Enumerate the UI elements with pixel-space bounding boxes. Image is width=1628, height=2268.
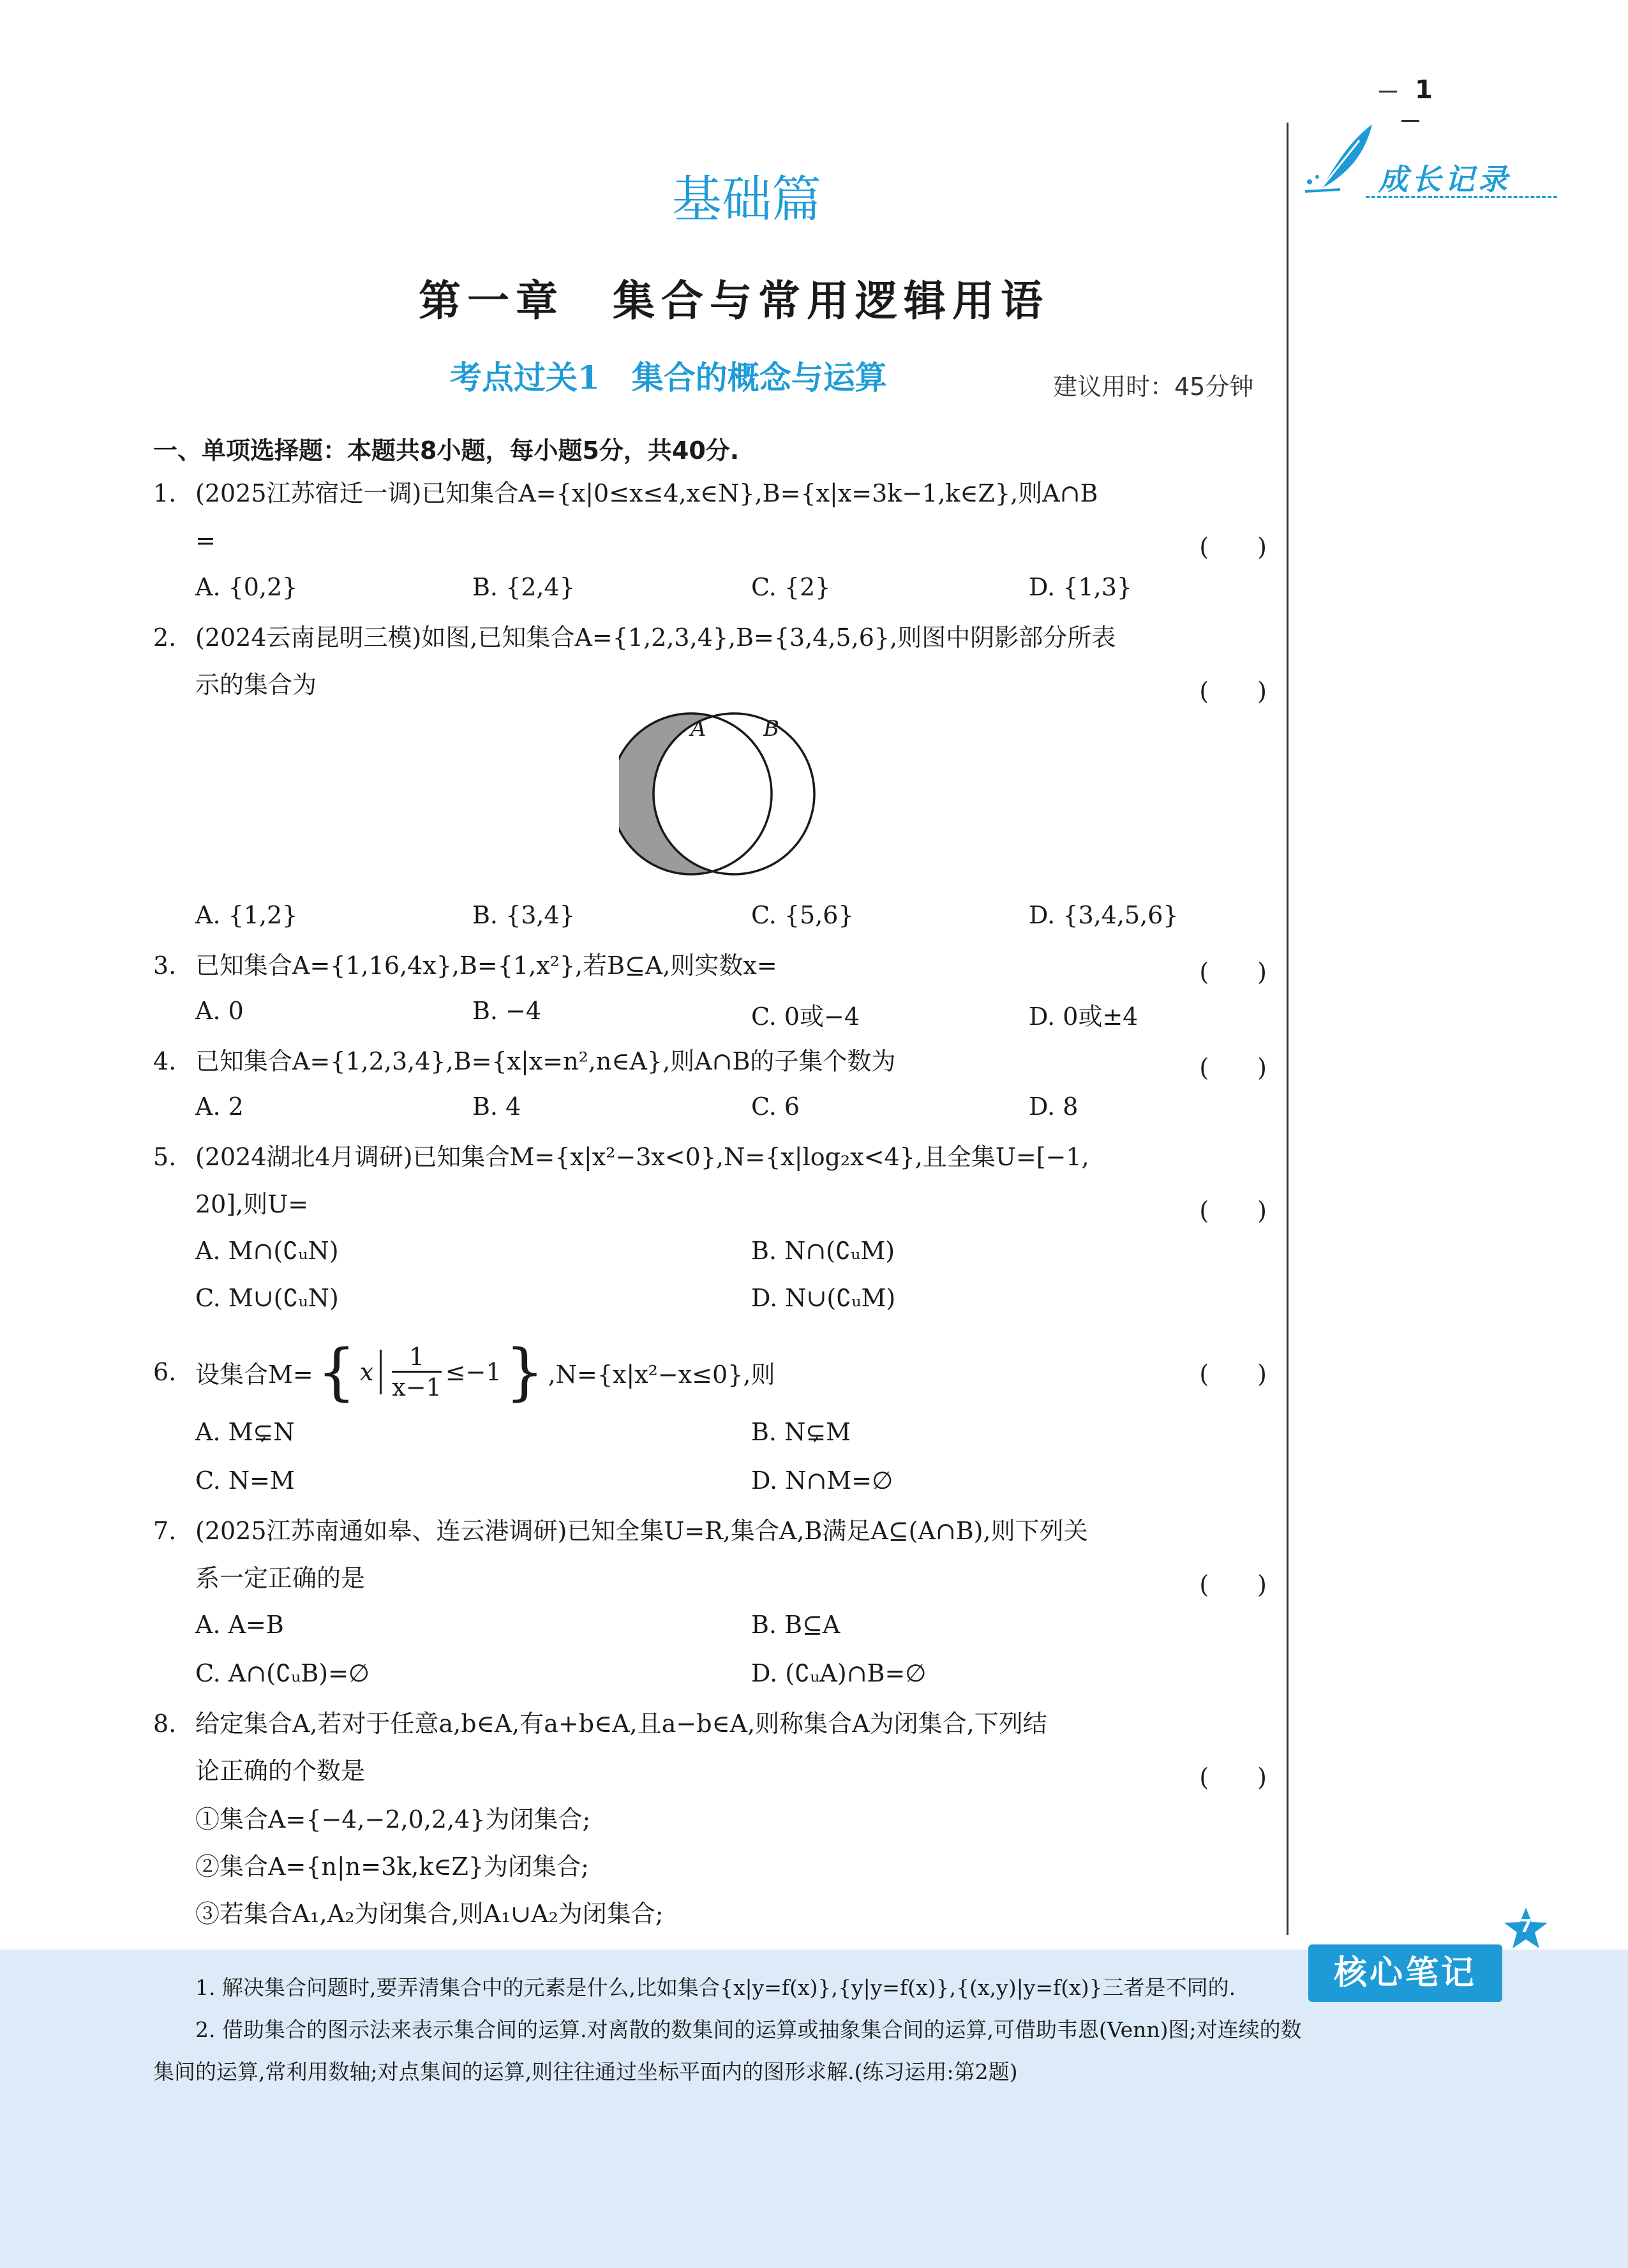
question-6: 6. 设集合M= { x 1 x−1 ≤−1 } ,N={x|x²−x≤0},则 bbox=[153, 1336, 775, 1408]
question-1-line-1: (2025江苏宿迁一调)已知集合A={x|0≤x≤4,x∈N},B={x|x=3k−1,k∈Z},则A∩B bbox=[195, 479, 1098, 507]
q6-option-a[interactable]: A. M⊊N bbox=[195, 1418, 295, 1446]
answer-blank-5[interactable]: ( ) bbox=[1199, 1197, 1267, 1225]
star-badge: 7 bbox=[1502, 1905, 1550, 1952]
venn-diagram bbox=[619, 708, 849, 893]
question-7: 7. (2025江苏南通如皋、连云港调研)已知全集U=R,集合A,B满足A⊆(A∩B),则下列关 bbox=[153, 1517, 1088, 1545]
question-1-line-2: = bbox=[195, 526, 216, 555]
q7-option-b[interactable]: B. B⊆A bbox=[751, 1611, 840, 1639]
answer-blank-1[interactable]: ( ) bbox=[1199, 533, 1267, 561]
question-2: 2. (2024云南昆明三模)如图,已知集合A={1,2,3,4},B={3,4,5,6},则图中阴影部分所表 bbox=[153, 623, 1116, 652]
page-number: 1 bbox=[1372, 75, 1449, 134]
q2-option-b[interactable]: B. {3,4} bbox=[472, 901, 575, 929]
question-8: 8. 给定集合A,若对于任意a,b∈A,有a+b∈A,且a−b∈A,则称集合A为闭集合,下列结 bbox=[153, 1710, 1047, 1738]
q5-option-a[interactable]: A. M∩(∁ᵤN) bbox=[195, 1237, 339, 1265]
q7-option-d[interactable]: D. (∁ᵤA)∩B=∅ bbox=[751, 1659, 927, 1687]
note-2: 2. 借助集合的图示法来表示集合间的运算.对离散的数集间的运算或抽象集合间的运算,可借助韦恩(Venn)图;对连续的数集间的运算,常利用数轴;对点集间的运算,则往往通过坐标平面内的图形求解.(练习运用:第2题) bbox=[153, 2017, 1302, 2084]
chapter-title: 第一章 集合与常用逻辑用语 bbox=[419, 276, 1049, 325]
q1-option-a[interactable]: A. {0,2} bbox=[195, 573, 298, 601]
brand-name: 成长记录 bbox=[1378, 162, 1511, 197]
q1-option-c[interactable]: C. {2} bbox=[751, 573, 831, 601]
q6-option-d[interactable]: D. N∩M=∅ bbox=[751, 1466, 893, 1495]
question-7-line-1: (2025江苏南通如皋、连云港调研)已知全集U=R,集合A,B满足A⊆(A∩B),则下列关 bbox=[195, 1517, 1088, 1545]
part-heading: 一、单项选择题：本题共8小题，每小题5分，共40分. bbox=[153, 436, 740, 465]
question-5-line-1: (2024湖北4月调研)已知集合M={x|x²−3x<0},N={x|log₂x<4},且全集U=[−1, bbox=[195, 1143, 1089, 1171]
question-2-line-1: (2024云南昆明三模)如图,已知集合A={1,2,3,4},B={3,4,5,6},则图中阴影部分所表 bbox=[195, 623, 1116, 652]
question-5: 5. (2024湖北4月调研)已知集合M={x|x²−3x<0},N={x|log₂x<4},且全集U=[−1, bbox=[153, 1143, 1089, 1171]
question-4-line-1: 已知集合A={1,2,3,4},B={x|x=n²,n∈A},则A∩B的子集个数为 bbox=[195, 1047, 896, 1075]
answer-blank-6[interactable]: ( ) bbox=[1199, 1360, 1267, 1388]
q8-statement-3: ③若集合A₁,A₂为闭集合,则A₁∪A₂为闭集合; bbox=[195, 1900, 664, 1928]
q2-option-c[interactable]: C. {5,6} bbox=[751, 901, 854, 929]
venn-label-b: B bbox=[763, 716, 779, 742]
answer-blank-4[interactable]: ( ) bbox=[1199, 1054, 1267, 1082]
question-4: 4. 已知集合A={1,2,3,4},B={x|x=n²,n∈A},则A∩B的子集个数为 bbox=[153, 1047, 896, 1075]
fraction: 1 x−1 bbox=[392, 1342, 442, 1401]
q7-option-a[interactable]: A. A=B bbox=[195, 1611, 284, 1639]
core-notes-tag: 核心笔记 bbox=[1308, 1944, 1502, 2002]
q6-option-c[interactable]: C. N=M bbox=[195, 1466, 295, 1495]
question-7-line-2: 系一定正确的是 bbox=[195, 1564, 366, 1592]
q3-option-b[interactable]: B. −4 bbox=[472, 997, 542, 1025]
q5-option-b[interactable]: B. N∩(∁ᵤM) bbox=[751, 1237, 895, 1265]
q1-option-d[interactable]: D. {1,3} bbox=[1029, 573, 1133, 601]
answer-blank-8[interactable]: ( ) bbox=[1199, 1763, 1267, 1791]
q3-option-d[interactable]: D. 0或±4 bbox=[1029, 1003, 1139, 1031]
core-notes-text bbox=[153, 1967, 1302, 2093]
margin-divider bbox=[1287, 123, 1288, 1935]
question-8-line-2: 论正确的个数是 bbox=[195, 1757, 366, 1785]
question-8-line-1: 给定集合A,若对于任意a,b∈A,有a+b∈A,且a−b∈A,则称集合A为闭集合,下列结 bbox=[195, 1710, 1047, 1738]
answer-blank-3[interactable]: ( ) bbox=[1199, 958, 1267, 986]
q3-option-c[interactable]: C. 0或−4 bbox=[751, 1003, 860, 1031]
q8-statement-1: ①集合A={−4,−2,0,2,4}为闭集合; bbox=[195, 1805, 591, 1833]
suggested-time: 建议用时：45分钟 bbox=[1053, 373, 1254, 401]
venn-label-a: A bbox=[691, 716, 706, 742]
question-5-line-2: 20],则U= bbox=[195, 1190, 309, 1218]
question-1: 1. (2025江苏宿迁一调)已知集合A={x|0≤x≤4,x∈N},B={x|x=3k−1,k∈Z},则A∩B bbox=[153, 479, 1098, 507]
topic-title: 考点过关1 集合的概念与运算 bbox=[450, 359, 887, 396]
q7-option-c[interactable]: C. A∩(∁ᵤB)=∅ bbox=[195, 1659, 370, 1687]
q2-option-a[interactable]: A. {1,2} bbox=[195, 901, 298, 929]
q2-option-d[interactable]: D. {3,4,5,6} bbox=[1029, 901, 1179, 929]
q1-option-b[interactable]: B. {2,4} bbox=[472, 573, 575, 601]
q4-option-c[interactable]: C. 6 bbox=[751, 1093, 800, 1121]
question-3-line-1: 已知集合A={1,16,4x},B={1,x²},若B⊆A,则实数x= bbox=[195, 951, 777, 980]
section-title: 基础篇 bbox=[671, 171, 821, 228]
q4-option-b[interactable]: B. 4 bbox=[472, 1093, 521, 1121]
question-2-line-2: 示的集合为 bbox=[195, 671, 317, 699]
q5-option-d[interactable]: D. N∪(∁ᵤM) bbox=[751, 1284, 896, 1312]
q4-option-d[interactable]: D. 8 bbox=[1029, 1093, 1079, 1121]
q3-option-a[interactable]: A. 0 bbox=[195, 997, 244, 1025]
q5-option-c[interactable]: C. M∪(∁ᵤN) bbox=[195, 1284, 339, 1312]
note-1: 1. 解决集合问题时,要弄清集合中的元素是什么,比如集合{x|y=f(x)},{y|y=f(x)},{(x,y)|y=f(x)}三者是不同的. bbox=[195, 1975, 1236, 2000]
answer-blank-7[interactable]: ( ) bbox=[1199, 1570, 1267, 1599]
q6-option-b[interactable]: B. N⊊M bbox=[751, 1418, 851, 1446]
q8-statement-2: ②集合A={n|n=3k,k∈Z}为闭集合; bbox=[195, 1853, 589, 1881]
q4-option-a[interactable]: A. 2 bbox=[195, 1093, 244, 1121]
answer-blank-2[interactable]: ( ) bbox=[1199, 677, 1267, 705]
question-3: 3. 已知集合A={1,16,4x},B={1,x²},若B⊆A,则实数x= bbox=[153, 951, 777, 980]
